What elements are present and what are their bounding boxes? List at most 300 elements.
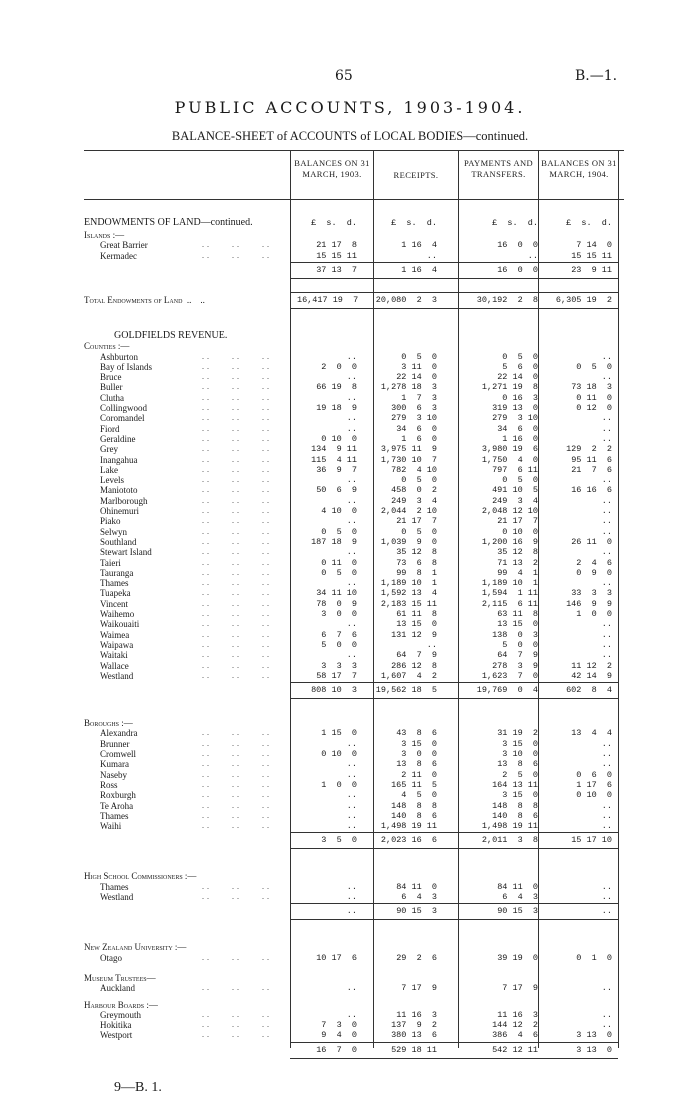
- cell-value: 164 13 11: [492, 779, 538, 790]
- row-label: Marlborough: [100, 495, 148, 506]
- cell-value: 0 5 0: [576, 361, 612, 372]
- table-row: [84, 671, 624, 681]
- page-title: PUBLIC ACCOUNTS, 1903-1904.: [174, 98, 526, 117]
- cell-value: 11 16 3: [396, 1009, 437, 1020]
- cell-value: 19,769 0 4: [476, 685, 538, 696]
- table-row: [84, 821, 624, 831]
- cell-value: 2,044 2 10: [380, 506, 437, 516]
- cell-value: 6 7 6: [321, 629, 357, 640]
- table-row: [84, 465, 624, 475]
- cell-value: 1 16 0: [502, 433, 538, 444]
- table-row: [84, 739, 624, 749]
- column-header-receipts: RECEIPTS.: [393, 170, 439, 180]
- cell-value: 16 0 0: [497, 264, 538, 275]
- row-label: Waipawa: [100, 639, 134, 650]
- cell-value: ..: [346, 392, 357, 403]
- row-label: Boroughs :—: [84, 718, 133, 729]
- table-row: [84, 455, 624, 465]
- cell-value: ..: [601, 351, 612, 362]
- cell-value: £ s. d.: [311, 218, 357, 228]
- cell-value: ..: [346, 821, 357, 832]
- subtotal-rule: [290, 848, 618, 849]
- cell-value: ..: [346, 578, 357, 589]
- table-row: [84, 942, 624, 952]
- table-row: [84, 588, 624, 598]
- cell-value: ..: [346, 516, 357, 527]
- leader-dots: .. .. ..: [202, 526, 272, 536]
- cell-value: 808 10 3: [311, 685, 357, 696]
- cell-value: 84 11 0: [396, 881, 437, 892]
- cell-value: ..: [601, 759, 612, 770]
- cell-value: 131 12 9: [391, 629, 437, 640]
- leader-dots: .. .. ..: [202, 403, 272, 412]
- table-row: [84, 630, 624, 640]
- cell-value: 1,498 19 11: [481, 821, 538, 832]
- cell-value: 0 5 0: [401, 475, 437, 486]
- leader-dots: .. .. ..: [202, 800, 272, 810]
- row-label: Grey: [100, 444, 118, 455]
- cell-value: 386 4 6: [492, 1030, 538, 1041]
- cell-value: 78 0 9: [316, 598, 357, 609]
- subtotal-rule: [290, 919, 618, 920]
- cell-value: ..: [601, 1020, 612, 1031]
- table-row: [84, 801, 624, 811]
- leader-dots: .. .. ..: [202, 372, 272, 382]
- cell-value: ..: [346, 769, 357, 780]
- subtotal-rule: [290, 278, 618, 279]
- cell-value: 0 5 0: [321, 567, 357, 578]
- row-label: Hokitika: [100, 1020, 132, 1031]
- cell-value: 137 9 2: [391, 1020, 437, 1031]
- leader-dots: .. .. ..: [202, 629, 272, 639]
- table-row: [84, 537, 624, 547]
- cell-value: 1,189 10 1: [380, 578, 437, 589]
- page-number: 65: [335, 68, 353, 84]
- cell-value: ..: [601, 413, 612, 424]
- leader-dots: .. .. ..: [202, 821, 272, 831]
- cell-value: ..: [346, 892, 357, 902]
- cell-value: 15 15 11: [316, 250, 357, 261]
- cell-value: 1,750 4 0: [481, 454, 538, 465]
- cell-value: 90 15 3: [497, 906, 538, 917]
- subtotal-rule: [290, 308, 618, 309]
- table-row: [84, 362, 624, 372]
- cell-value: 4 10 0: [321, 506, 357, 516]
- cell-value: 0 10 0: [321, 749, 357, 759]
- row-label: Brunner: [100, 738, 130, 749]
- table-row: [84, 434, 624, 444]
- table-row: [84, 372, 624, 382]
- cell-value: 1 7 3: [401, 392, 437, 403]
- cell-value: 278 3 9: [492, 660, 538, 671]
- cell-value: 1 17 6: [576, 779, 612, 790]
- cell-value: 1,623 7 0: [481, 670, 538, 681]
- table-row: [84, 882, 624, 892]
- cell-value: 6,305 19 2: [555, 294, 612, 305]
- cell-value: 10 17 6: [316, 952, 357, 963]
- leader-dots: .. .. ..: [202, 952, 272, 962]
- table-row: [84, 403, 624, 413]
- cell-value: ..: [601, 800, 612, 811]
- cell-value: 0 5 0: [502, 351, 538, 362]
- cell-value: 249 3 4: [391, 495, 437, 506]
- cell-value: 380 13 6: [391, 1030, 437, 1041]
- subtotal-rule: [290, 1042, 618, 1043]
- cell-value: 3 15 0: [502, 738, 538, 749]
- cell-value: 1 15 0: [321, 728, 357, 739]
- row-label: Great Barrier: [100, 240, 148, 251]
- total-row: [84, 685, 624, 695]
- row-label: Westport: [100, 1030, 133, 1041]
- row-label: Inangahua: [100, 454, 138, 465]
- leader-dots: .. .. ..: [202, 639, 272, 649]
- cell-value: 21 17 8: [316, 240, 357, 251]
- leader-dots: .. .. ..: [202, 547, 272, 557]
- cell-value: 16 16 6: [571, 485, 612, 496]
- cell-value: 0 10 0: [321, 433, 357, 444]
- table-row: [84, 382, 624, 392]
- leader-dots: .. .. ..: [202, 660, 272, 670]
- table-row: [84, 230, 624, 240]
- table-row: [84, 413, 624, 423]
- leader-dots: .. .. ..: [202, 567, 272, 577]
- table-row: [84, 240, 624, 250]
- cell-value: 0 10 0: [576, 790, 612, 801]
- table-row: [84, 759, 624, 769]
- cell-value: ..: [601, 547, 612, 558]
- cell-value: 0 1 0: [576, 952, 612, 963]
- table-row: [84, 619, 624, 629]
- cell-value: 0 11 0: [321, 557, 357, 568]
- total-row: [84, 295, 624, 305]
- row-label: Maniototo: [100, 485, 138, 496]
- cell-value: ..: [527, 250, 538, 261]
- leader-dots: .. .. ..: [202, 392, 272, 402]
- cell-value: 1 0 0: [576, 609, 612, 619]
- cell-value: £ s. d.: [391, 218, 437, 228]
- cell-value: 43 8 6: [396, 728, 437, 739]
- cell-value: 1,592 13 4: [380, 588, 437, 599]
- cell-value: 16 7 0: [316, 1044, 357, 1055]
- row-label: Waikouaiti: [100, 619, 140, 630]
- cell-value: 16,417 19 7: [297, 294, 359, 305]
- table-row: [84, 640, 624, 650]
- cell-value: ..: [346, 475, 357, 486]
- cell-value: 42 14 9: [571, 670, 612, 681]
- cell-value: 34 6 0: [396, 423, 437, 434]
- leader-dots: .. .. ..: [202, 983, 272, 993]
- row-label: Bruce: [100, 372, 122, 383]
- cell-value: 3 0 0: [321, 609, 357, 619]
- cell-value: 7 3 0: [321, 1020, 357, 1031]
- cell-value: ..: [601, 433, 612, 444]
- row-label: Coromandel: [100, 413, 145, 424]
- leader-dots: .. .. ..: [202, 670, 272, 680]
- table-row: [84, 1010, 624, 1020]
- cell-value: 542 12 11: [492, 1044, 538, 1055]
- row-label: Alexandra: [100, 728, 138, 739]
- cell-value: 3 5 0: [321, 835, 357, 846]
- cell-value: 11 16 3: [497, 1009, 538, 1020]
- row-label: Auckland: [100, 983, 135, 994]
- cell-value: 1,730 10 7: [380, 454, 437, 465]
- cell-value: ..: [601, 983, 612, 994]
- leader-dots: .. .. ..: [202, 749, 272, 758]
- cell-value: 491 10 5: [492, 485, 538, 496]
- cell-value: ..: [601, 516, 612, 527]
- cell-value: 140 8 6: [391, 810, 437, 821]
- cell-value: ..: [346, 759, 357, 770]
- cell-value: 1,039 9 0: [380, 536, 437, 547]
- cell-value: ..: [346, 738, 357, 749]
- cell-value: 61 11 8: [396, 609, 437, 619]
- cell-value: 26 11 0: [571, 536, 612, 547]
- cell-value: 3 15 0: [502, 790, 538, 801]
- table-row: [84, 444, 624, 454]
- cell-value: ..: [601, 810, 612, 821]
- row-label: Westland: [100, 892, 134, 902]
- cell-value: 2,115 6 11: [481, 598, 538, 609]
- cell-value: ..: [601, 881, 612, 892]
- cell-value: 0 5 0: [321, 526, 357, 537]
- cell-value: 0 5 0: [401, 526, 437, 537]
- cell-value: 0 16 3: [502, 392, 538, 403]
- total-row: [84, 265, 624, 275]
- cell-value: 115 4 11: [311, 454, 357, 465]
- leader-dots: .. .. ..: [202, 790, 272, 800]
- cell-value: ..: [346, 547, 357, 558]
- cell-value: ..: [346, 1009, 357, 1020]
- leader-dots: .. .. ..: [202, 485, 272, 495]
- cell-value: 16 0 0: [497, 240, 538, 251]
- leader-dots: .. .. ..: [202, 588, 272, 598]
- row-label: Ohinemuri: [100, 506, 139, 516]
- table-row: [84, 527, 624, 537]
- table-row: [84, 516, 624, 526]
- cell-value: ..: [601, 906, 612, 917]
- cell-value: 286 12 8: [391, 660, 437, 671]
- table-row: [84, 983, 624, 993]
- cell-value: 458 0 2: [391, 485, 437, 496]
- leader-dots: .. .. ..: [202, 728, 272, 738]
- leader-dots: .. .. ..: [202, 598, 272, 608]
- cell-value: ..: [346, 800, 357, 811]
- cell-value: 23 9 11: [571, 264, 612, 275]
- cell-value: 3 13 0: [576, 1044, 612, 1055]
- row-label: Ross: [100, 779, 118, 790]
- leader-dots: .. .. ..: [202, 361, 272, 371]
- leader-dots: .. .. ..: [202, 516, 272, 526]
- cell-value: ..: [601, 475, 612, 486]
- cell-value: 1 16 4: [401, 240, 437, 251]
- cell-value: 1,278 18 3: [380, 382, 437, 393]
- leader-dots: .. .. ..: [202, 250, 272, 260]
- table-row: [84, 485, 624, 495]
- cell-value: 148 8 8: [492, 800, 538, 811]
- row-label: Museum Trustees—: [84, 972, 156, 983]
- cell-value: 3 10 0: [502, 749, 538, 759]
- cell-value: 13 8 6: [497, 759, 538, 770]
- cell-value: £ s. d.: [492, 218, 538, 228]
- cell-value: 2 0 0: [321, 361, 357, 372]
- cell-value: 1,189 10 1: [481, 578, 538, 589]
- leader-dots: .. .. ..: [202, 433, 272, 443]
- row-label: Otago: [100, 952, 122, 963]
- cell-value: 2,048 12 10: [481, 506, 538, 516]
- row-label: Thames: [100, 578, 129, 589]
- table-row: [84, 352, 624, 362]
- cell-value: ..: [426, 639, 437, 650]
- table-row: [84, 393, 624, 403]
- table-row: [84, 780, 624, 790]
- leader-dots: .. .. ..: [202, 738, 272, 748]
- cell-value: 7 14 0: [576, 240, 612, 251]
- table-row: [84, 1000, 624, 1010]
- cell-value: 13 8 6: [396, 759, 437, 770]
- cell-value: 9 4 0: [321, 1030, 357, 1041]
- cell-value: ..: [346, 413, 357, 424]
- row-label: Islands :—: [84, 230, 125, 240]
- cell-value: ..: [346, 619, 357, 630]
- cell-value: ..: [601, 749, 612, 759]
- leader-dots: .. .. ..: [202, 779, 272, 789]
- row-label: Lake: [100, 464, 118, 475]
- row-label: High School Commissioners :—: [84, 871, 197, 882]
- table-row: [84, 790, 624, 800]
- leader-dots: .. .. ..: [202, 769, 272, 779]
- cell-value: 30,192 2 8: [476, 294, 538, 305]
- row-label: Cromwell: [100, 749, 136, 759]
- cell-value: 34 6 0: [497, 423, 538, 434]
- table-row: [84, 251, 624, 261]
- cell-value: 13 15 0: [396, 619, 437, 630]
- cell-value: 146 9 9: [566, 598, 612, 609]
- table-row: [84, 424, 624, 434]
- page-subtitle: BALANCE-SHEET of ACCOUNTS of LOCAL BODIES—continued.: [171, 129, 529, 143]
- cell-value: 279 3 10: [391, 413, 437, 424]
- row-label: Tuapeka: [100, 588, 131, 599]
- row-label: Harbour Boards :—: [84, 999, 158, 1010]
- row-label: ENDOWMENTS OF LAND—continued.: [84, 217, 253, 228]
- row-label: Clutha: [100, 392, 124, 403]
- column-header-payments: PAYMENTS AND TRANSFERS.: [463, 158, 534, 179]
- table-row: [84, 811, 624, 821]
- leader-dots: .. .. ..: [202, 1030, 272, 1040]
- row-label: Waitaki: [100, 650, 128, 661]
- cell-value: 797 6 11: [492, 464, 538, 475]
- table-row: [84, 718, 624, 728]
- cell-value: 21 17 7: [396, 516, 437, 527]
- cell-value: 33 3 3: [571, 588, 612, 599]
- header-bottom-rule: [84, 199, 624, 200]
- leader-dots: .. .. ..: [202, 619, 272, 629]
- row-label: New Zealand University :—: [84, 942, 187, 953]
- cell-value: 129 2 2: [566, 444, 612, 455]
- cell-value: ..: [346, 983, 357, 994]
- cell-value: ..: [601, 372, 612, 383]
- cell-value: 19,562 18 5: [375, 685, 437, 696]
- cell-value: 3 0 0: [401, 749, 437, 759]
- cell-value: 4 5 0: [401, 790, 437, 801]
- cell-value: 0 10 0: [502, 526, 538, 537]
- column-header-balances-1903: BALANCES ON 31 MARCH, 1903.: [294, 158, 370, 179]
- cell-value: ..: [346, 495, 357, 506]
- row-label: Kumara: [100, 759, 129, 770]
- total-row: [84, 1045, 624, 1055]
- cell-value: 31 19 2: [497, 728, 538, 739]
- cell-value: 15 17 10: [571, 835, 612, 846]
- subtotal-rule: [290, 832, 618, 833]
- cell-value: ..: [601, 738, 612, 749]
- total-row: [84, 906, 624, 916]
- cell-value: 39 19 0: [497, 952, 538, 963]
- cell-value: ..: [601, 578, 612, 589]
- cell-value: 2 4 6: [576, 557, 612, 568]
- leader-dots: .. .. ..: [202, 892, 272, 901]
- cell-value: 64 7 9: [396, 650, 437, 661]
- leader-dots: .. .. ..: [202, 609, 272, 618]
- leader-dots: .. .. ..: [202, 1020, 272, 1030]
- cell-value: 300 6 3: [391, 403, 437, 413]
- row-label: Kermadec: [100, 250, 137, 261]
- leader-dots: .. .. ..: [202, 475, 272, 485]
- cell-value: ..: [346, 650, 357, 661]
- cell-value: ..: [601, 639, 612, 650]
- cell-value: 22 14 0: [396, 372, 437, 383]
- table-row: [84, 871, 624, 881]
- leader-dots: .. .. ..: [202, 1009, 272, 1019]
- subtotal-rule: [290, 682, 618, 683]
- column-header-balances-1904: BALANCES ON 31 MARCH, 1904.: [541, 158, 617, 179]
- cell-value: ..: [601, 650, 612, 661]
- leader-dots: .. .. ..: [202, 506, 272, 515]
- cell-value: 13 15 0: [497, 619, 538, 630]
- cell-value: 602 8 4: [566, 685, 612, 696]
- subtotal-rule: [290, 292, 618, 293]
- cell-value: ..: [601, 629, 612, 640]
- table-row: [84, 973, 624, 983]
- cell-value: 2,011 3 8: [481, 835, 538, 846]
- subtotal-rule: [290, 1058, 618, 1059]
- cell-value: 2,183 15 11: [380, 598, 437, 609]
- cell-value: 34 11 10: [316, 588, 357, 599]
- cell-value: ..: [346, 906, 357, 917]
- row-label: Buller: [100, 382, 123, 393]
- table-row: [84, 341, 624, 351]
- cell-value: 165 11 5: [391, 779, 437, 790]
- cell-value: 0 12 0: [576, 403, 612, 413]
- cell-value: 11 12 2: [571, 660, 612, 671]
- cell-value: ..: [426, 250, 437, 261]
- cell-value: 95 11 6: [571, 454, 612, 465]
- cell-value: 73 18 3: [571, 382, 612, 393]
- leader-dots: .. .. ..: [202, 382, 272, 392]
- cell-value: 29 2 6: [396, 952, 437, 963]
- leader-dots: .. .. ..: [202, 454, 272, 464]
- leader-dots: .. .. ..: [202, 413, 272, 423]
- table-row: [84, 331, 624, 341]
- table-row: [84, 506, 624, 516]
- page-reference: B.—1.: [575, 68, 618, 84]
- cell-value: 3 11 0: [401, 361, 437, 372]
- cell-value: ..: [601, 1009, 612, 1020]
- row-label: Westland: [100, 670, 134, 681]
- cell-value: 63 11 8: [497, 609, 538, 619]
- cell-value: 90 15 3: [396, 906, 437, 917]
- row-label: Roxburgh: [100, 790, 136, 801]
- leader-dots: .. .. ..: [202, 578, 272, 588]
- table-row: [84, 218, 624, 228]
